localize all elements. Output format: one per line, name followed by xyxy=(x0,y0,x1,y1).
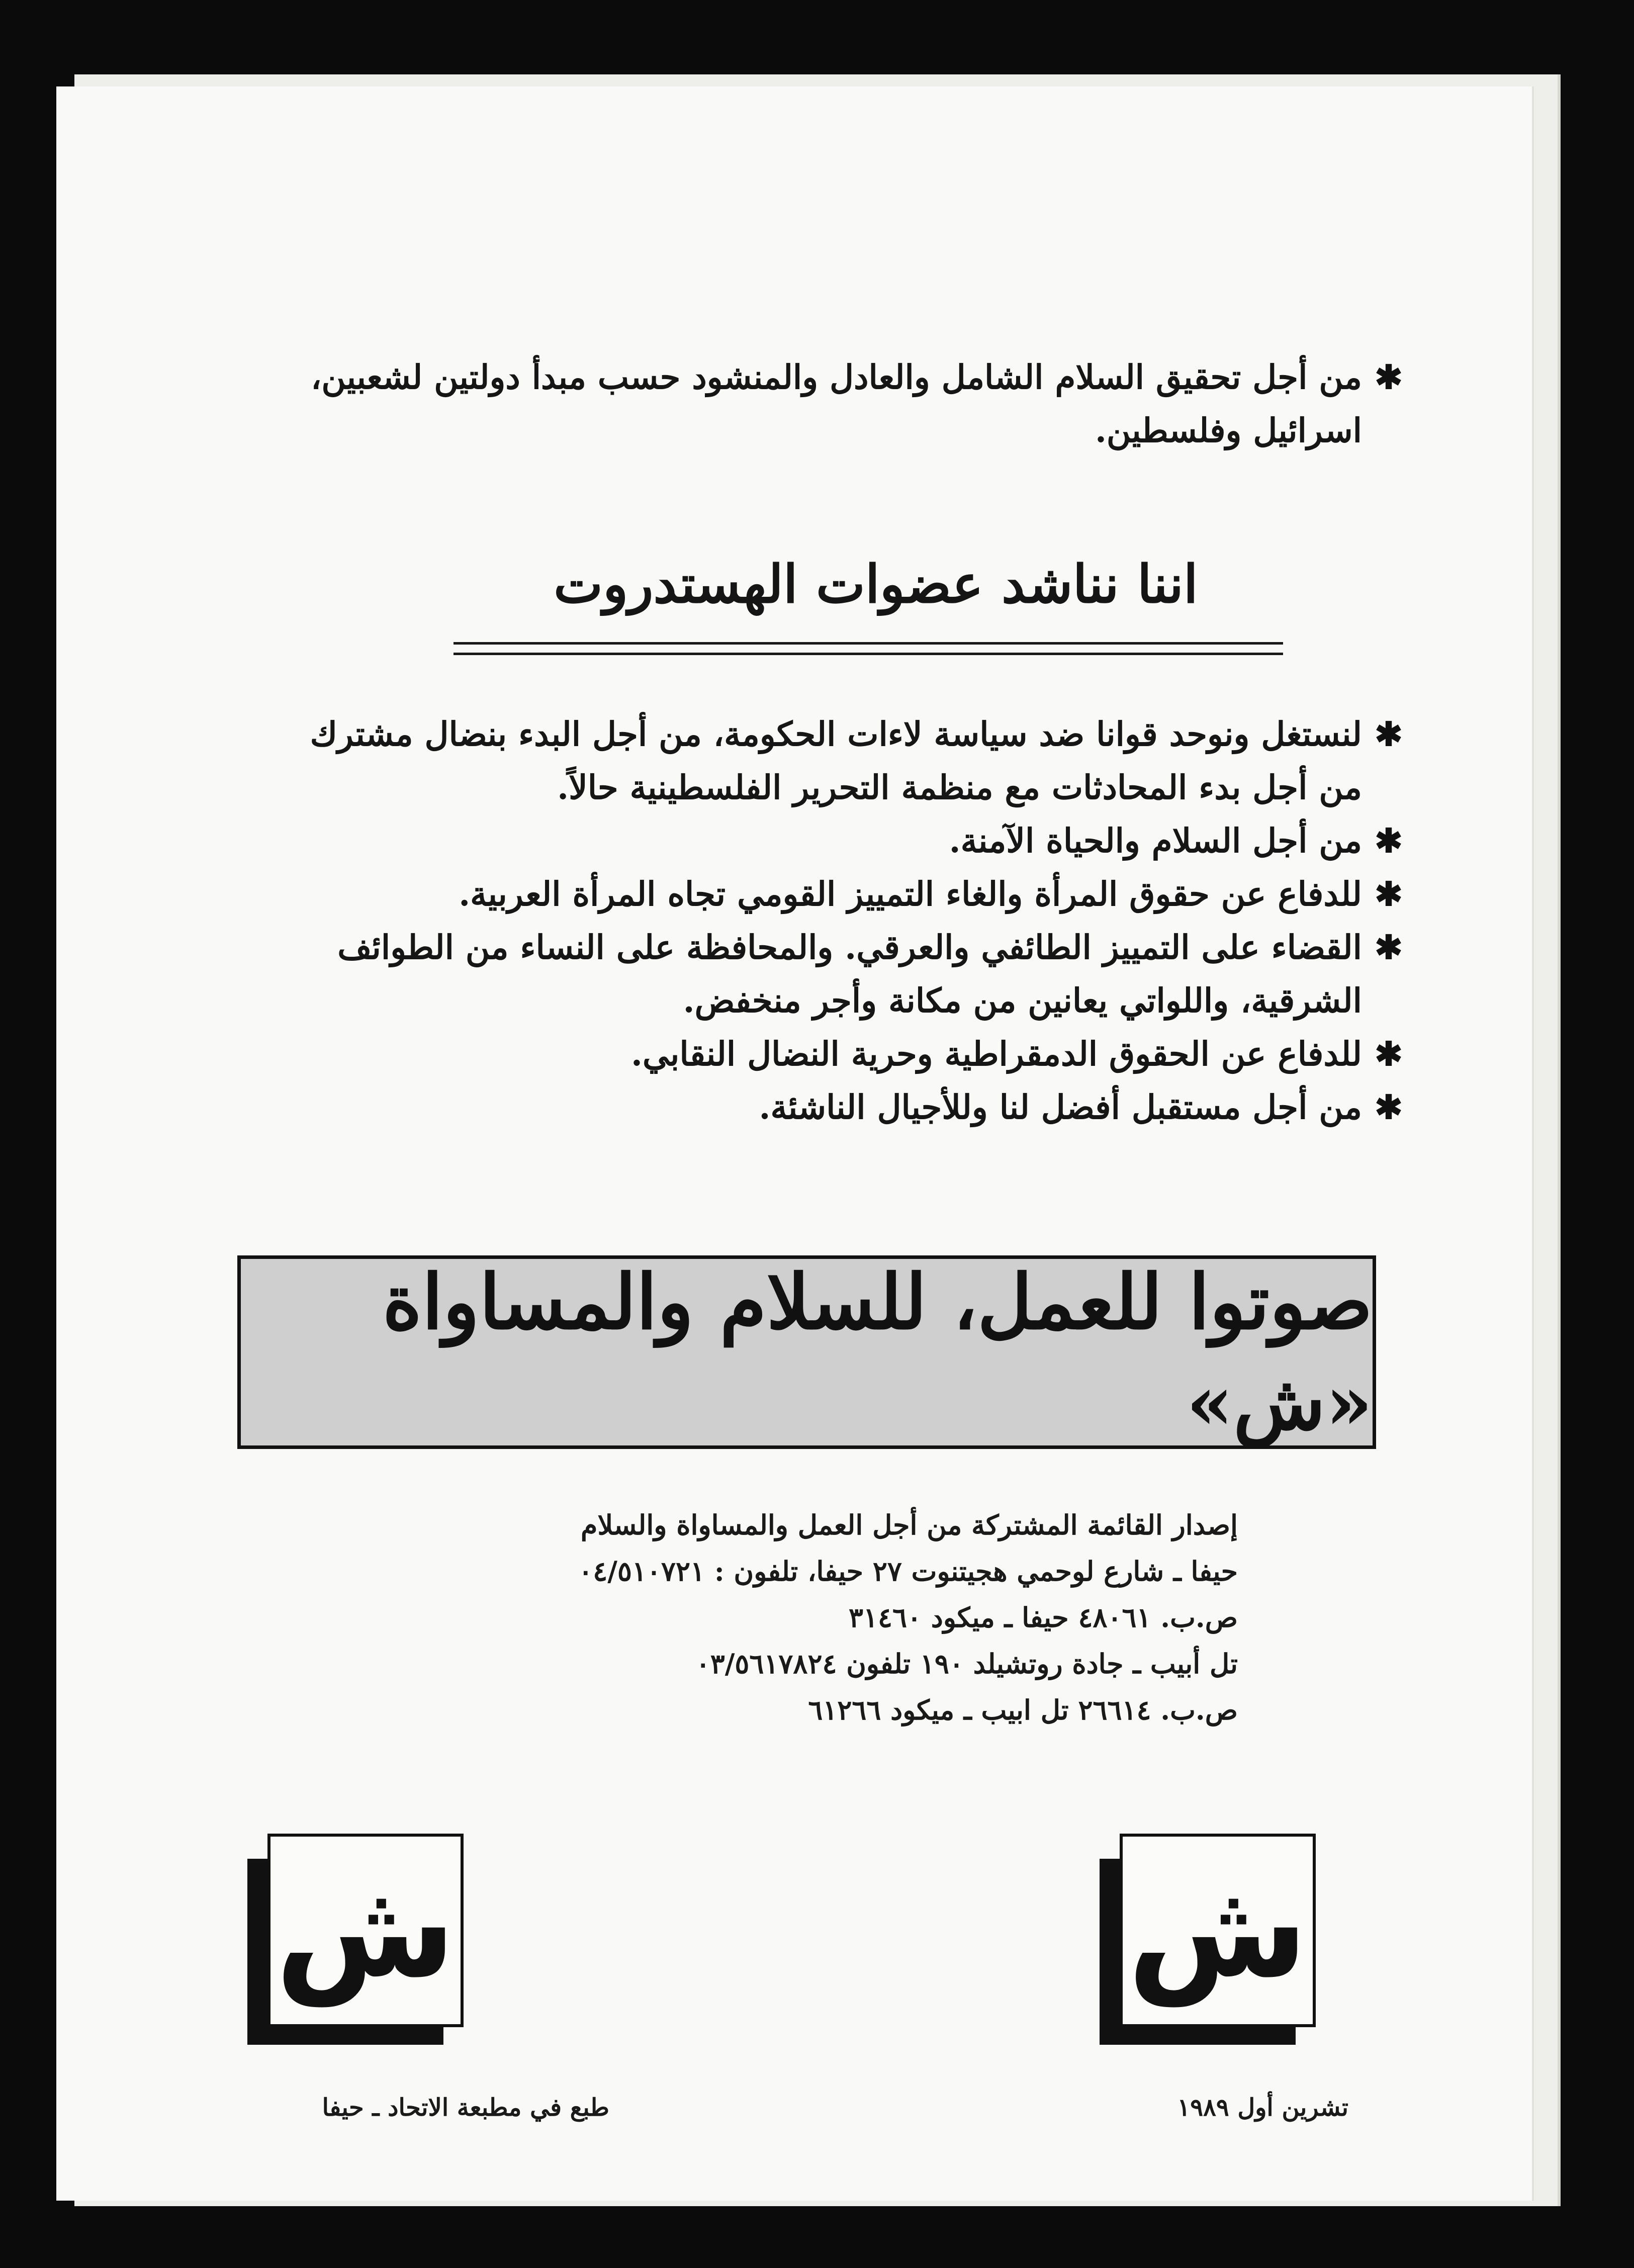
list-item xyxy=(275,1080,1406,1134)
list-item xyxy=(275,707,1406,814)
list-item-text: لنستغل ونوحد قوانا ضد سياسة لاءات الحكومة، من أجل البدء بنضال مشترك من أجل بدء المحادثات مع منظمة التحرير الفلسطينية حالاً. xyxy=(310,714,1362,807)
heading-double-rule xyxy=(453,642,1283,655)
shin-logo-right xyxy=(1100,1834,1316,2045)
tel-aviv-address: تل أبيب ـ جادة روتشيلد ١٩٠ تلفون ٠٣/٥٦١٧٨٢٤ xyxy=(695,1648,1238,1680)
list-item-text: القضاء على التمييز الطائفي والعرقي. والمحافظة على النساء من الطوائف الشرقية، واللواتي يعانين من مكانة وأجر منخفض. xyxy=(337,928,1362,1020)
appeal-heading: اننا نناشد عضوات الهستدروت xyxy=(554,553,1198,615)
printer-credit: طبع في مطبعة الاتحاد ـ حيفا xyxy=(322,2094,609,2122)
shin-logo-letter: ش xyxy=(1127,1854,1308,2007)
tel-aviv-po-box: ص.ب. ٢٦٦١٤ تل ابيب ـ ميكود ٦١٢٦٦ xyxy=(808,1694,1238,1726)
intro-block xyxy=(275,350,1406,457)
intro-text: من أجل تحقيق السلام الشامل والعادل والمنشود حسب مبدأ دولتين لشعبين، اسرائيل وفلسطين. xyxy=(311,357,1362,450)
list-item xyxy=(275,867,1406,921)
leaflet-content xyxy=(56,86,1532,2201)
list-item-text: من أجل السلام والحياة الآمنة. xyxy=(949,821,1362,860)
list-item-text: للدفاع عن حقوق المرأة والغاء التمييز القومي تجاه المرأة العربية. xyxy=(459,874,1362,914)
bullet-star-icon: ✱ xyxy=(1375,1034,1403,1073)
publisher-info xyxy=(408,1502,1238,1733)
bullet-star-icon: ✱ xyxy=(1375,874,1403,914)
bullet-star-icon: ✱ xyxy=(1375,1087,1403,1127)
list-item xyxy=(275,1027,1406,1080)
haifa-po-box: ص.ب. ٤٨٠٦١ حيفا ـ ميكود ٣١٤٦٠ xyxy=(848,1601,1238,1634)
shin-logo-left xyxy=(247,1834,464,2045)
bullet-star-icon: ✱ xyxy=(1375,928,1403,967)
leaflet-page xyxy=(56,86,1532,2201)
vote-banner-text: صوتوا للعمل، للسلام والمساواة «ش» xyxy=(382,1257,1373,1447)
list-item-text: للدفاع عن الحقوق الدمقراطية وحرية النضال النقابي. xyxy=(631,1034,1362,1073)
bullet-star-icon: ✱ xyxy=(1375,357,1403,397)
bullet-star-icon: ✱ xyxy=(1375,821,1403,860)
intro-item xyxy=(275,350,1406,457)
publisher-name: إصدار القائمة المشتركة من أجل العمل والمساواة والسلام xyxy=(581,1509,1238,1541)
issue-date: تشرين أول ١٩٨٩ xyxy=(1177,2094,1348,2122)
shin-logo-letter: ش xyxy=(275,1854,456,2007)
list-item-text: من أجل مستقبل أفضل لنا وللأجيال الناشئة. xyxy=(759,1087,1362,1127)
demands-list xyxy=(275,707,1406,1134)
list-item xyxy=(275,814,1406,867)
haifa-address: حيفا ـ شارع لوحمي هجيتنوت ٢٧ حيفا، تلفون : ٠٤/٥١٠٧٢١ xyxy=(578,1555,1238,1587)
bullet-star-icon: ✱ xyxy=(1375,714,1403,754)
vote-banner xyxy=(237,1255,1376,1449)
list-item xyxy=(275,921,1406,1027)
